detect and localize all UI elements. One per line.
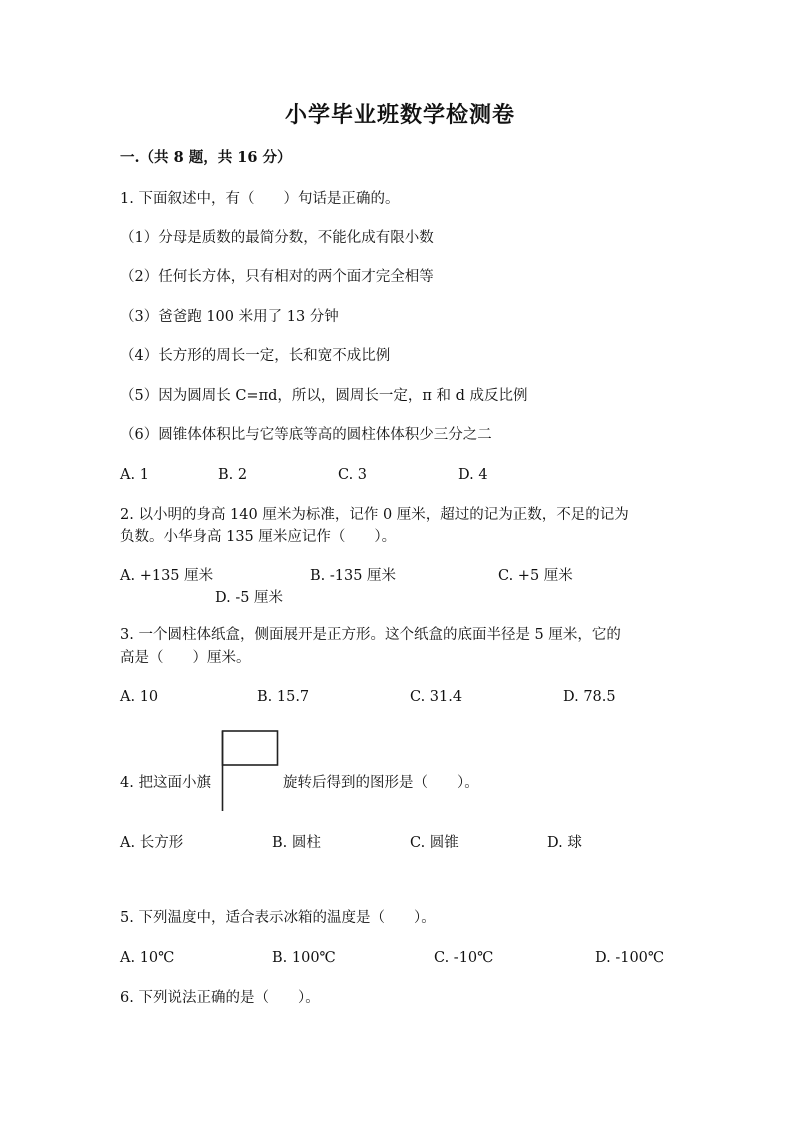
q5-option-c: C. -10℃: [434, 950, 494, 966]
q3-option-c: C. 31.4: [410, 689, 463, 705]
q1-option-b: B. 2: [218, 467, 248, 483]
q5-option-b: B. 100℃: [272, 950, 336, 966]
q2-option-c: C. +5 厘米: [498, 568, 573, 584]
q4-stem-after: 旋转后得到的图形是（ ）。: [283, 775, 479, 791]
q5-option-a: A. 10℃: [120, 950, 175, 966]
q2-stem-line1: 2. 以小明的身高 140 厘米为标准，记作 0 厘米，超过的记为正数，不足的记为: [120, 507, 629, 523]
q1-option-d: D. 4: [458, 467, 488, 483]
q1-statement: （6）圆锥体体积比与它等底等高的圆柱体体积少三分之二: [120, 427, 492, 443]
q1-statement: （4）长方形的周长一定，长和宽不成比例: [120, 348, 391, 364]
q3-stem-line2: 高是（ ）厘米。: [120, 650, 251, 666]
q4-option-c: C. 圆锥: [410, 835, 459, 851]
q2-option-a: A. +135 厘米: [120, 568, 214, 584]
section-header: 一.（共 8 题，共 16 分）: [120, 149, 292, 166]
q3-option-d: D. 78.5: [563, 689, 616, 705]
q1-option-a: A. 1: [120, 467, 149, 483]
exam-title: 小学毕业班数学检测卷: [284, 102, 515, 128]
q1-statement: （5）因为圆周长 C=πd，所以，圆周长一定，π 和 d 成反比例: [120, 388, 528, 404]
q5-option-d: D. -100℃: [595, 950, 665, 966]
q3-option-b: B. 15.7: [257, 689, 310, 705]
q3-option-a: A. 10: [120, 689, 159, 705]
q3-stem-line1: 3. 一个圆柱体纸盒，侧面展开是正方形。这个纸盒的底面半径是 5 厘米，它的: [120, 627, 621, 643]
q5-stem: 5. 下列温度中，适合表示冰箱的温度是（ ）。: [120, 910, 436, 926]
q1-statement: （3）爸爸跑 100 米用了 13 分钟: [120, 309, 339, 325]
q4-option-d: D. 球: [547, 835, 582, 851]
q1-statement: （1）分母是质数的最简分数，不能化成有限小数: [120, 230, 434, 246]
q4-option-b: B. 圆柱: [272, 835, 321, 851]
flag-figure: [221, 730, 279, 812]
q2-option-d: D. -5 厘米: [215, 590, 284, 606]
q2-option-b: B. -135 厘米: [310, 568, 397, 584]
q6-stem: 6. 下列说法正确的是（ ）。: [120, 990, 320, 1006]
q2-stem-line2: 负数。小华身高 135 厘米应记作（ ）。: [120, 529, 397, 545]
q1-option-c: C. 3: [338, 467, 368, 483]
q1-statement: （2）任何长方体，只有相对的两个面才完全相等: [120, 269, 434, 285]
q1-stem: 1. 下面叙述中，有（ ）句话是正确的。: [120, 191, 400, 207]
q4-stem-before: 4. 把这面小旗: [120, 775, 211, 791]
q4-option-a: A. 长方形: [120, 835, 184, 851]
